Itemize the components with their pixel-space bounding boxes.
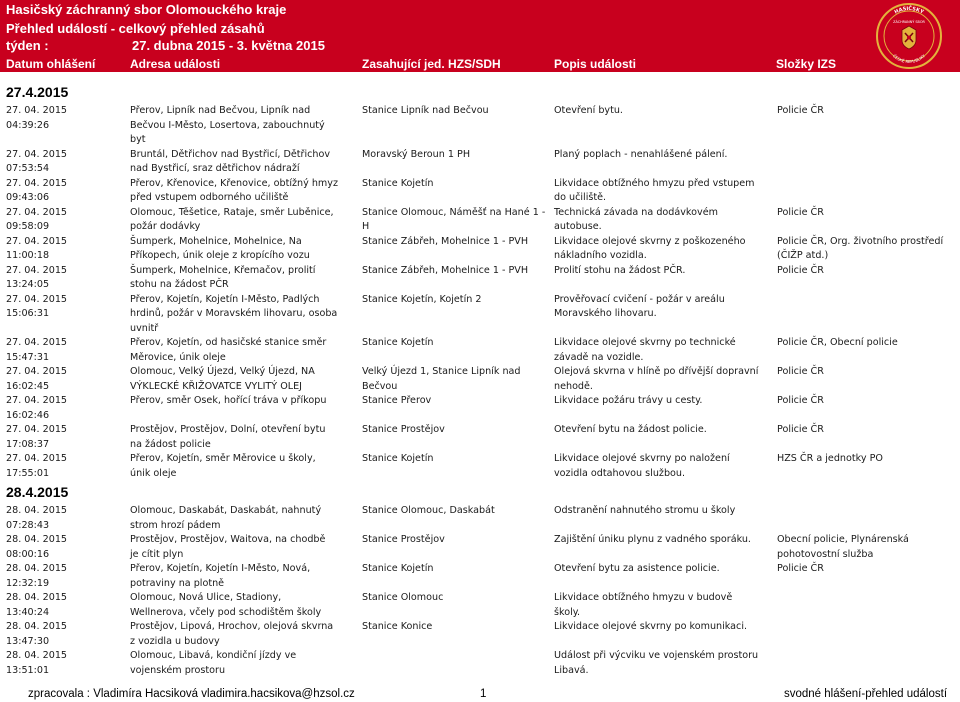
event-time: 16:02:46 [6, 409, 50, 421]
event-address: Přerov, Kojetín, od hasičské stanice směr [130, 337, 327, 348]
event-description: Likvidace obtížného hmyzu v budově [554, 592, 733, 603]
day-heading: 27.4.2015 [6, 84, 69, 100]
event-time: 13:51:01 [6, 664, 50, 676]
event-description: vozidla odtahovou službou. [554, 467, 686, 479]
event-description: závadě na vozidle. [554, 351, 644, 363]
event-address: stohu na žádost PČR [130, 279, 229, 290]
event-time: 07:53:54 [6, 163, 50, 174]
event-date: 27. 04. 2015 [6, 395, 68, 406]
event-address: Měrovice, únik oleje [130, 351, 226, 363]
col-unit: Zasahující jed. HZS/SDH [362, 57, 501, 71]
event-time: 17:08:37 [6, 438, 50, 450]
event-address: Prostějov, Prostějov, Dolní, otevření bytu [130, 424, 326, 435]
footer-author: zpracovala : Vladimíra Hacsiková vladimira.hacsikova@hzsol.cz [28, 688, 355, 700]
event-date: 27. 04. 2015 [6, 148, 68, 160]
event-address: byt [130, 134, 146, 145]
event-address: únik oleje [130, 467, 177, 479]
event-date: 28. 04. 2015 [6, 505, 68, 516]
event-date: 27. 04. 2015 [6, 453, 68, 464]
event-address: Přerov, Lipník nad Bečvou, Lipník nad [130, 105, 311, 116]
week-label: týden : [6, 38, 49, 53]
event-address: Prostějov, Lipová, Hrochov, olejová skvrna [130, 621, 334, 632]
event-address: VÝKLECKÉ KŘIŽOVATCE VYLITÝ OLEJ [130, 380, 302, 392]
event-address: vojenském prostoru [130, 664, 226, 676]
event-unit: Stanice Zábřeh, Mohelnice 1 - PVH [362, 235, 529, 247]
event-time: 13:40:24 [6, 606, 50, 618]
event-unit: Stanice Kojetín [362, 337, 434, 348]
event-unit: Stanice Lipník nad Bečvou [362, 105, 489, 116]
event-unit: Bečvou [362, 380, 398, 392]
event-unit: Stanice Kojetín [362, 177, 434, 189]
day-heading: 28.4.2015 [6, 484, 69, 500]
event-address: Příkopech, únik oleje z kropícího vozu [130, 250, 310, 261]
event-description: Událost při výcviku ve vojenském prostoru [554, 650, 759, 661]
event-address: hrdinů, požár v Moravském lihovaru, osoba [130, 308, 338, 319]
event-address: Šumperk, Mohelnice, Křemačov, prolití [130, 264, 316, 276]
event-date: 27. 04. 2015 [6, 105, 68, 116]
event-description: Likvidace olejové skvrny po komunikaci. [554, 621, 748, 632]
event-date: 27. 04. 2015 [6, 293, 68, 305]
col-description: Popis události [554, 57, 637, 71]
event-time: 07:28:43 [6, 519, 50, 531]
event-unit: Moravský Beroun 1 PH [362, 148, 471, 160]
event-unit: Stanice Konice [362, 621, 433, 632]
event-forces: HZS ČR a jednotky PO [777, 453, 883, 464]
event-description: do učiliště. [554, 192, 607, 203]
event-address: Olomouc, Velký Újezd, Velký Újezd, NA [130, 366, 315, 377]
event-time: 16:02:45 [6, 380, 50, 392]
event-unit: Stanice Olomouc [362, 592, 444, 603]
event-unit: Stanice Kojetín, Kojetín 2 [362, 293, 482, 305]
event-date: 27. 04. 2015 [6, 235, 68, 247]
event-description: Likvidace obtížného hmyzu před vstupem [554, 177, 755, 189]
event-forces: Policie ČR, Obecní policie [777, 337, 898, 348]
week-range: 27. dubna 2015 - 3. května 2015 [132, 38, 325, 53]
event-address: je cítit plyn [130, 548, 184, 560]
event-date: 28. 04. 2015 [6, 534, 68, 545]
event-unit: Stanice Prostějov [362, 424, 445, 435]
event-address: Bruntál, Dětřichov nad Bystřicí, Dětřichov [130, 148, 331, 160]
event-address: strom hrozí pádem [130, 519, 221, 531]
event-unit: Stanice Kojetín [362, 453, 434, 464]
event-description: Olejová skvrna v hlíně po dřívější dopravní [554, 366, 759, 377]
event-address: na žádost policie [130, 438, 211, 450]
event-description: autobuse. [554, 221, 602, 232]
event-description: Otevření bytu. [554, 105, 623, 116]
event-description: Otevření bytu na žádost policie. [554, 424, 707, 435]
column-header-row [0, 56, 960, 72]
event-description: Likvidace olejové skvrny po technické [554, 337, 736, 348]
event-forces: Policie ČR [777, 264, 824, 276]
event-address: potraviny na plotně [130, 577, 225, 589]
event-address: Olomouc, Daskabát, Daskabát, nahnutý [130, 505, 322, 516]
event-description: Moravského lihovaru. [554, 308, 657, 319]
event-time: 12:32:19 [6, 577, 50, 589]
event-address: Olomouc, Libavá, kondiční jízdy ve [130, 650, 297, 661]
event-forces: Policie ČR [777, 105, 824, 116]
event-date: 27. 04. 2015 [6, 264, 68, 276]
event-description: nehodě. [554, 380, 593, 392]
event-forces: Policie ČR [777, 424, 824, 435]
event-unit: Velký Újezd 1, Stanice Lipník nad [362, 366, 521, 377]
event-date: 28. 04. 2015 [6, 650, 68, 661]
event-unit: Stanice Olomouc, Náměšť na Hané 1 - [362, 206, 546, 218]
event-unit: Stanice Prostějov [362, 534, 445, 545]
svg-text:ČESKÉ REPUBLIKY: ČESKÉ REPUBLIKY [891, 53, 927, 65]
footer-doc-name: svodné hlášení-přehled událostí [784, 688, 948, 700]
event-address: Bečvou I-Město, Losertova, zabouchnutý [130, 119, 325, 131]
event-description: Planý poplach - nenahlášené pálení. [554, 148, 728, 160]
svg-text:ZÁCHRANNÝ SBOR: ZÁCHRANNÝ SBOR [893, 20, 925, 24]
event-unit: Stanice Zábřeh, Mohelnice 1 - PVH [362, 264, 529, 276]
org-name: Hasičský záchranný sbor Olomouckého kraje [6, 2, 287, 17]
event-address: Přerov, směr Osek, hořící tráva v příkopu [130, 395, 327, 406]
event-time: 04:39:26 [6, 119, 50, 131]
event-description: Zajištění úniku plynu z vadného sporáku. [554, 534, 751, 545]
event-forces: Obecní policie, Plynárenská [777, 534, 909, 545]
event-address: Wellnerova, včely pod schodištěm školy [130, 606, 322, 618]
event-address: uvnitř [130, 322, 159, 334]
footer-page-number: 1 [480, 688, 487, 700]
event-date: 28. 04. 2015 [6, 563, 68, 574]
event-address: požár dodávky [130, 221, 201, 232]
event-date: 27. 04. 2015 [6, 424, 68, 435]
event-unit: Stanice Přerov [362, 395, 432, 406]
event-address: nad Bystřicí, sraz dětřichov nádraží [130, 163, 300, 174]
event-address: Olomouc, Nová Ulice, Stadiony, [130, 592, 282, 603]
event-description: nákladního vozidla. [554, 250, 647, 261]
report-header [0, 0, 960, 72]
event-date: 27. 04. 2015 [6, 177, 68, 189]
event-forces: pohotovostní služba [777, 548, 874, 560]
event-address: Přerov, Kojetín, směr Měrovice u školy, [130, 453, 316, 464]
event-time: 15:47:31 [6, 351, 50, 363]
event-time: 13:47:30 [6, 635, 50, 647]
event-description: Likvidace požáru trávy u cesty. [554, 395, 703, 406]
event-time: 09:43:06 [6, 192, 50, 203]
event-address: Přerov, Kojetín, Kojetín I-Město, Padlých [130, 293, 320, 305]
event-unit: Stanice Kojetín [362, 563, 434, 574]
event-time: 09:58:09 [6, 221, 50, 232]
col-address: Adresa události [130, 57, 221, 71]
event-date: 27. 04. 2015 [6, 206, 68, 218]
fire-rescue-emblem-icon [868, 2, 950, 70]
col-date: Datum ohlášení [6, 57, 96, 71]
event-address: z vozidla u budovy [130, 635, 220, 647]
event-time: 11:00:18 [6, 250, 50, 261]
event-date: 28. 04. 2015 [6, 621, 68, 632]
event-time: 08:00:16 [6, 548, 50, 560]
svg-text:HASIČSKÝ: HASIČSKÝ [893, 5, 925, 16]
event-description: Likvidace olejové skvrny z poškozeného [554, 235, 746, 247]
event-address: Přerov, Kojetín, Kojetín I-Město, Nová, [130, 563, 311, 574]
event-forces: Policie ČR [777, 563, 824, 574]
event-description: Likvidace olejové skvrny po naložení [554, 453, 730, 464]
event-description: Technická závada na dodávkovém [554, 206, 718, 218]
event-address: Olomouc, Těšetice, Rataje, směr Luběnice, [130, 206, 334, 218]
event-forces: Policie ČR [777, 366, 824, 377]
event-forces: (ČIŽP atd.) [777, 250, 829, 261]
event-description: Otevření bytu za asistence policie. [554, 563, 720, 574]
event-address: před vstupem odborného učiliště [130, 192, 289, 203]
event-time: 13:24:05 [6, 279, 50, 290]
event-forces: Policie ČR, Org. životního prostředí [777, 235, 944, 247]
event-date: 28. 04. 2015 [6, 592, 68, 603]
event-description: Odstranění nahnutého stromu u školy [554, 505, 736, 516]
col-forces: Složky IZS [776, 57, 837, 71]
event-description: Prolití stohu na žádost PČR. [554, 264, 686, 276]
event-time: 17:55:01 [6, 467, 50, 479]
event-description: Prověřovací cvičení - požár v areálu [554, 293, 725, 305]
event-time: 15:06:31 [6, 308, 50, 319]
event-description: Libavá. [554, 664, 589, 676]
event-forces: Policie ČR [777, 206, 824, 218]
event-address: Šumperk, Mohelnice, Mohelnice, Na [130, 235, 302, 247]
event-forces: Policie ČR [777, 395, 824, 406]
event-description: školy. [554, 606, 581, 618]
event-address: Přerov, Křenovice, Křenovice, obtížný hmyz [130, 177, 338, 189]
report-title: Přehled událostí - celkový přehled zásahů [6, 21, 265, 36]
event-date: 27. 04. 2015 [6, 337, 68, 348]
event-unit: Stanice Olomouc, Daskabát [362, 505, 495, 516]
event-date: 27. 04. 2015 [6, 366, 68, 377]
event-unit: H [362, 221, 370, 232]
event-address: Prostějov, Prostějov, Waitova, na chodbě [130, 534, 326, 545]
week-range-line [6, 38, 325, 53]
